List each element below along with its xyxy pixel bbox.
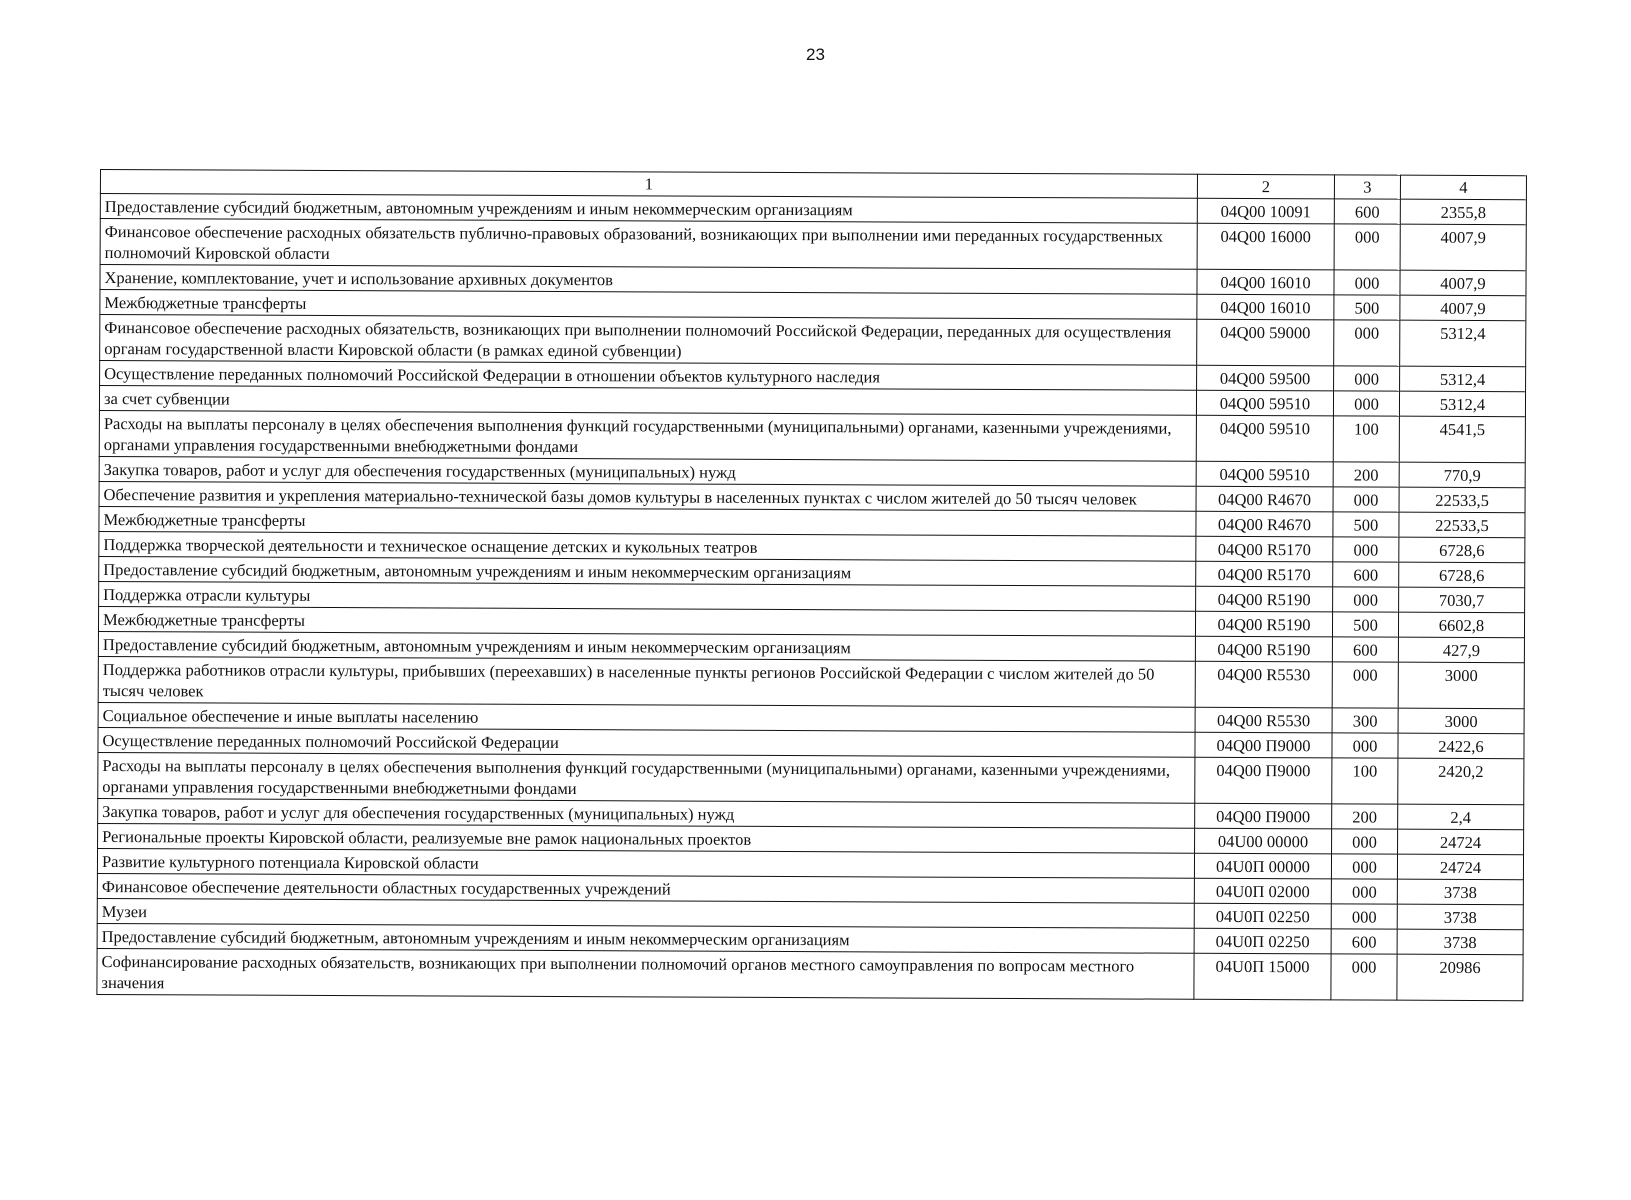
row-type-cell: 600	[1333, 562, 1399, 587]
row-amount-cell: 24724	[1398, 829, 1524, 855]
row-name-cell: за счет субвенции	[99, 386, 1196, 416]
row-name-cell: Осуществление переданных полномочий Российской Федерации	[98, 727, 1195, 757]
row-code-cell: 04Q00 R5170	[1196, 536, 1333, 562]
row-type-cell: 300	[1332, 708, 1398, 733]
row-name-cell: Межбюджетные трансферты	[100, 290, 1197, 320]
column-header-4: 4	[1400, 175, 1526, 200]
row-amount-cell: 2,4	[1398, 804, 1524, 830]
row-name-cell: Развитие культурного потенциала Кировской области	[97, 848, 1194, 878]
row-code-cell: 04U0П 15000	[1194, 953, 1331, 1000]
row-amount-cell: 6728,6	[1399, 537, 1525, 563]
table-row	[100, 219, 1526, 271]
column-header-1: 1	[100, 170, 1197, 199]
row-type-cell: 000	[1332, 829, 1398, 854]
row-type-cell: 600	[1332, 637, 1398, 662]
row-code-cell: 04Q00 59510	[1196, 461, 1333, 487]
row-code-cell: 04U0П 02250	[1194, 903, 1331, 929]
row-name-cell: Поддержка работников отрасли культуры, прибывших (переехавших) в населенные пункты регионов Российской Федерации с числом жителей до 50 тысяч человек	[98, 656, 1195, 707]
row-amount-cell: 5312,4	[1400, 366, 1526, 392]
row-amount-cell: 20986	[1397, 954, 1523, 1001]
row-amount-cell: 3738	[1397, 904, 1523, 930]
row-code-cell: 04Q00 R5530	[1195, 661, 1332, 708]
row-code-cell: 04Q00 59000	[1197, 319, 1334, 366]
row-type-cell: 600	[1331, 929, 1397, 954]
row-amount-cell: 4007,9	[1400, 224, 1526, 271]
row-code-cell: 04U00 00000	[1195, 828, 1332, 854]
row-amount-cell: 3000	[1398, 662, 1524, 709]
row-amount-cell: 22533,5	[1399, 487, 1525, 513]
row-amount-cell: 3738	[1397, 929, 1523, 955]
column-header-2: 2	[1197, 174, 1334, 199]
row-amount-cell: 6602,8	[1398, 612, 1524, 638]
row-amount-cell: 6728,6	[1399, 562, 1525, 588]
row-name-cell: Поддержка отрасли культуры	[99, 581, 1196, 611]
row-code-cell: 04U0П 02250	[1194, 928, 1331, 954]
row-type-cell: 200	[1332, 804, 1398, 829]
table-body	[97, 170, 1527, 1001]
row-code-cell: 04Q00 10091	[1197, 198, 1334, 224]
row-name-cell: Закупка товаров, работ и услуг для обеспечения государственных (муниципальных) нужд	[99, 456, 1196, 486]
table-row	[99, 410, 1525, 462]
row-code-cell: 04Q00 59510	[1196, 415, 1333, 462]
row-name-cell: Предоставление субсидий бюджетным, автономным учреждениям и иным некоммерческим организациям	[100, 194, 1197, 224]
row-code-cell: 04Q00 59510	[1196, 390, 1333, 416]
row-amount-cell: 770,9	[1399, 462, 1525, 488]
row-type-cell: 000	[1332, 662, 1398, 708]
row-name-cell: Софинансирование расходных обязательств, возникающих при выполнении полномочий органов местного самоуправления по вопросам местного значения	[97, 948, 1194, 999]
row-type-cell: 500	[1334, 295, 1400, 320]
row-type-cell: 200	[1333, 462, 1399, 487]
row-type-cell: 000	[1334, 320, 1400, 366]
row-amount-cell: 2422,6	[1398, 733, 1524, 759]
row-code-cell: 04Q00 16000	[1197, 223, 1334, 270]
row-name-cell: Расходы на выплаты персоналу в целях обеспечения выполнения функций государственными (муниципальными) органами, казенными учреждениями, органами управления государственными внебюджетными фондами	[99, 410, 1196, 461]
row-type-cell: 600	[1334, 199, 1400, 224]
row-type-cell: 000	[1331, 879, 1397, 904]
row-code-cell: 04Q00 R5190	[1196, 586, 1333, 612]
row-amount-cell: 4007,9	[1400, 270, 1526, 296]
row-name-cell: Межбюджетные трансферты	[98, 606, 1195, 636]
row-type-cell: 000	[1333, 391, 1399, 416]
row-code-cell: 04Q00 16010	[1197, 294, 1334, 320]
row-name-cell: Финансовое обеспечение деятельности областных государственных учреждений	[97, 873, 1194, 903]
row-code-cell: 04U0П 00000	[1194, 853, 1331, 879]
row-type-cell: 000	[1332, 733, 1398, 758]
row-name-cell: Финансовое обеспечение расходных обязательств публично-правовых образований, возникающих при выполнении ими переданных государственных полномочий Кировской области	[100, 219, 1197, 270]
row-code-cell: 04Q00 П9000	[1195, 732, 1332, 758]
row-code-cell: 04Q00 R5530	[1195, 707, 1332, 733]
row-code-cell: 04Q00 П9000	[1195, 757, 1332, 804]
row-code-cell: 04Q00 R5170	[1196, 561, 1333, 587]
row-type-cell: 000	[1334, 270, 1400, 295]
row-code-cell: 04Q00 59500	[1197, 365, 1334, 391]
row-type-cell: 000	[1334, 224, 1400, 270]
budget-table	[96, 169, 1527, 1001]
row-amount-cell: 3738	[1397, 879, 1523, 905]
row-code-cell: 04U0П 02000	[1194, 878, 1331, 904]
column-header-3: 3	[1334, 175, 1400, 199]
row-code-cell: 04Q00 П9000	[1195, 803, 1332, 829]
row-type-cell: 500	[1332, 612, 1398, 637]
row-code-cell: 04Q00 R4670	[1196, 511, 1333, 537]
row-type-cell: 100	[1333, 416, 1399, 462]
table-row	[98, 752, 1524, 804]
row-name-cell: Поддержка творческой деятельности и техническое оснащение детских и кукольных театров	[99, 531, 1196, 561]
row-name-cell: Хранение, комплектование, учет и использование архивных документов	[100, 265, 1197, 295]
row-code-cell: 04Q00 R5190	[1195, 636, 1332, 662]
row-type-cell: 500	[1333, 512, 1399, 537]
row-amount-cell: 22533,5	[1399, 512, 1525, 538]
row-name-cell: Обеспечение развития и укрепления материально-технической базы домов культуры в населенных пунктах с числом жителей до 50 тысяч человек	[99, 481, 1196, 511]
row-name-cell: Предоставление субсидий бюджетным, автономным учреждениям и иным некоммерческим организациям	[97, 923, 1194, 953]
row-type-cell: 000	[1333, 537, 1399, 562]
row-name-cell: Межбюджетные трансферты	[99, 506, 1196, 536]
row-name-cell: Музеи	[97, 898, 1194, 928]
row-code-cell: 04Q00 R4670	[1196, 486, 1333, 512]
row-type-cell: 000	[1331, 854, 1397, 879]
table-row	[98, 656, 1524, 708]
row-type-cell: 000	[1333, 487, 1399, 512]
row-amount-cell: 4007,9	[1400, 295, 1526, 321]
row-amount-cell: 427,9	[1398, 637, 1524, 663]
row-name-cell: Расходы на выплаты персоналу в целях обеспечения выполнения функций государственными (муниципальными) органами, казенными учреждениями, органами управления государственными внебюджетными фондами	[98, 752, 1195, 803]
row-amount-cell: 4541,5	[1399, 416, 1525, 463]
row-name-cell: Финансовое обеспечение расходных обязательств, возникающих при выполнении полномочий Российской Федерации, переданных для осуществления органам государственной власти Кировской области (в рамках единой субвенции)	[100, 315, 1197, 366]
row-name-cell: Предоставление субсидий бюджетным, автономным учреждениям и иным некоммерческим организациям	[99, 556, 1196, 586]
table-row	[97, 948, 1523, 1000]
row-amount-cell: 24724	[1397, 854, 1523, 880]
row-type-cell: 000	[1333, 587, 1399, 612]
row-amount-cell: 5312,4	[1400, 320, 1526, 367]
row-amount-cell: 2355,8	[1400, 199, 1526, 225]
row-name-cell: Закупка товаров, работ и услуг для обеспечения государственных (муниципальных) нужд	[98, 798, 1195, 828]
row-name-cell: Предоставление субсидий бюджетным, автономным учреждениям и иным некоммерческим организациям	[98, 631, 1195, 661]
row-type-cell: 100	[1332, 758, 1398, 804]
row-name-cell: Осуществление переданных полномочий Российской Федерации в отношении объектов культурного наследия	[100, 361, 1197, 391]
table-row	[100, 315, 1526, 367]
row-type-cell: 000	[1331, 904, 1397, 929]
row-code-cell: 04Q00 R5190	[1195, 611, 1332, 637]
row-code-cell: 04Q00 16010	[1197, 269, 1334, 295]
row-amount-cell: 2420,2	[1398, 758, 1524, 805]
page-number: 23	[806, 45, 825, 64]
row-amount-cell: 5312,4	[1399, 391, 1525, 417]
row-amount-cell: 7030,7	[1399, 587, 1525, 613]
row-type-cell: 000	[1331, 954, 1397, 1000]
row-name-cell: Региональные проекты Кировской области, реализуемые вне рамок национальных проектов	[98, 823, 1195, 853]
row-type-cell: 000	[1334, 366, 1400, 391]
row-amount-cell: 3000	[1398, 708, 1524, 734]
row-name-cell: Социальное обеспечение и иные выплаты населению	[98, 702, 1195, 732]
